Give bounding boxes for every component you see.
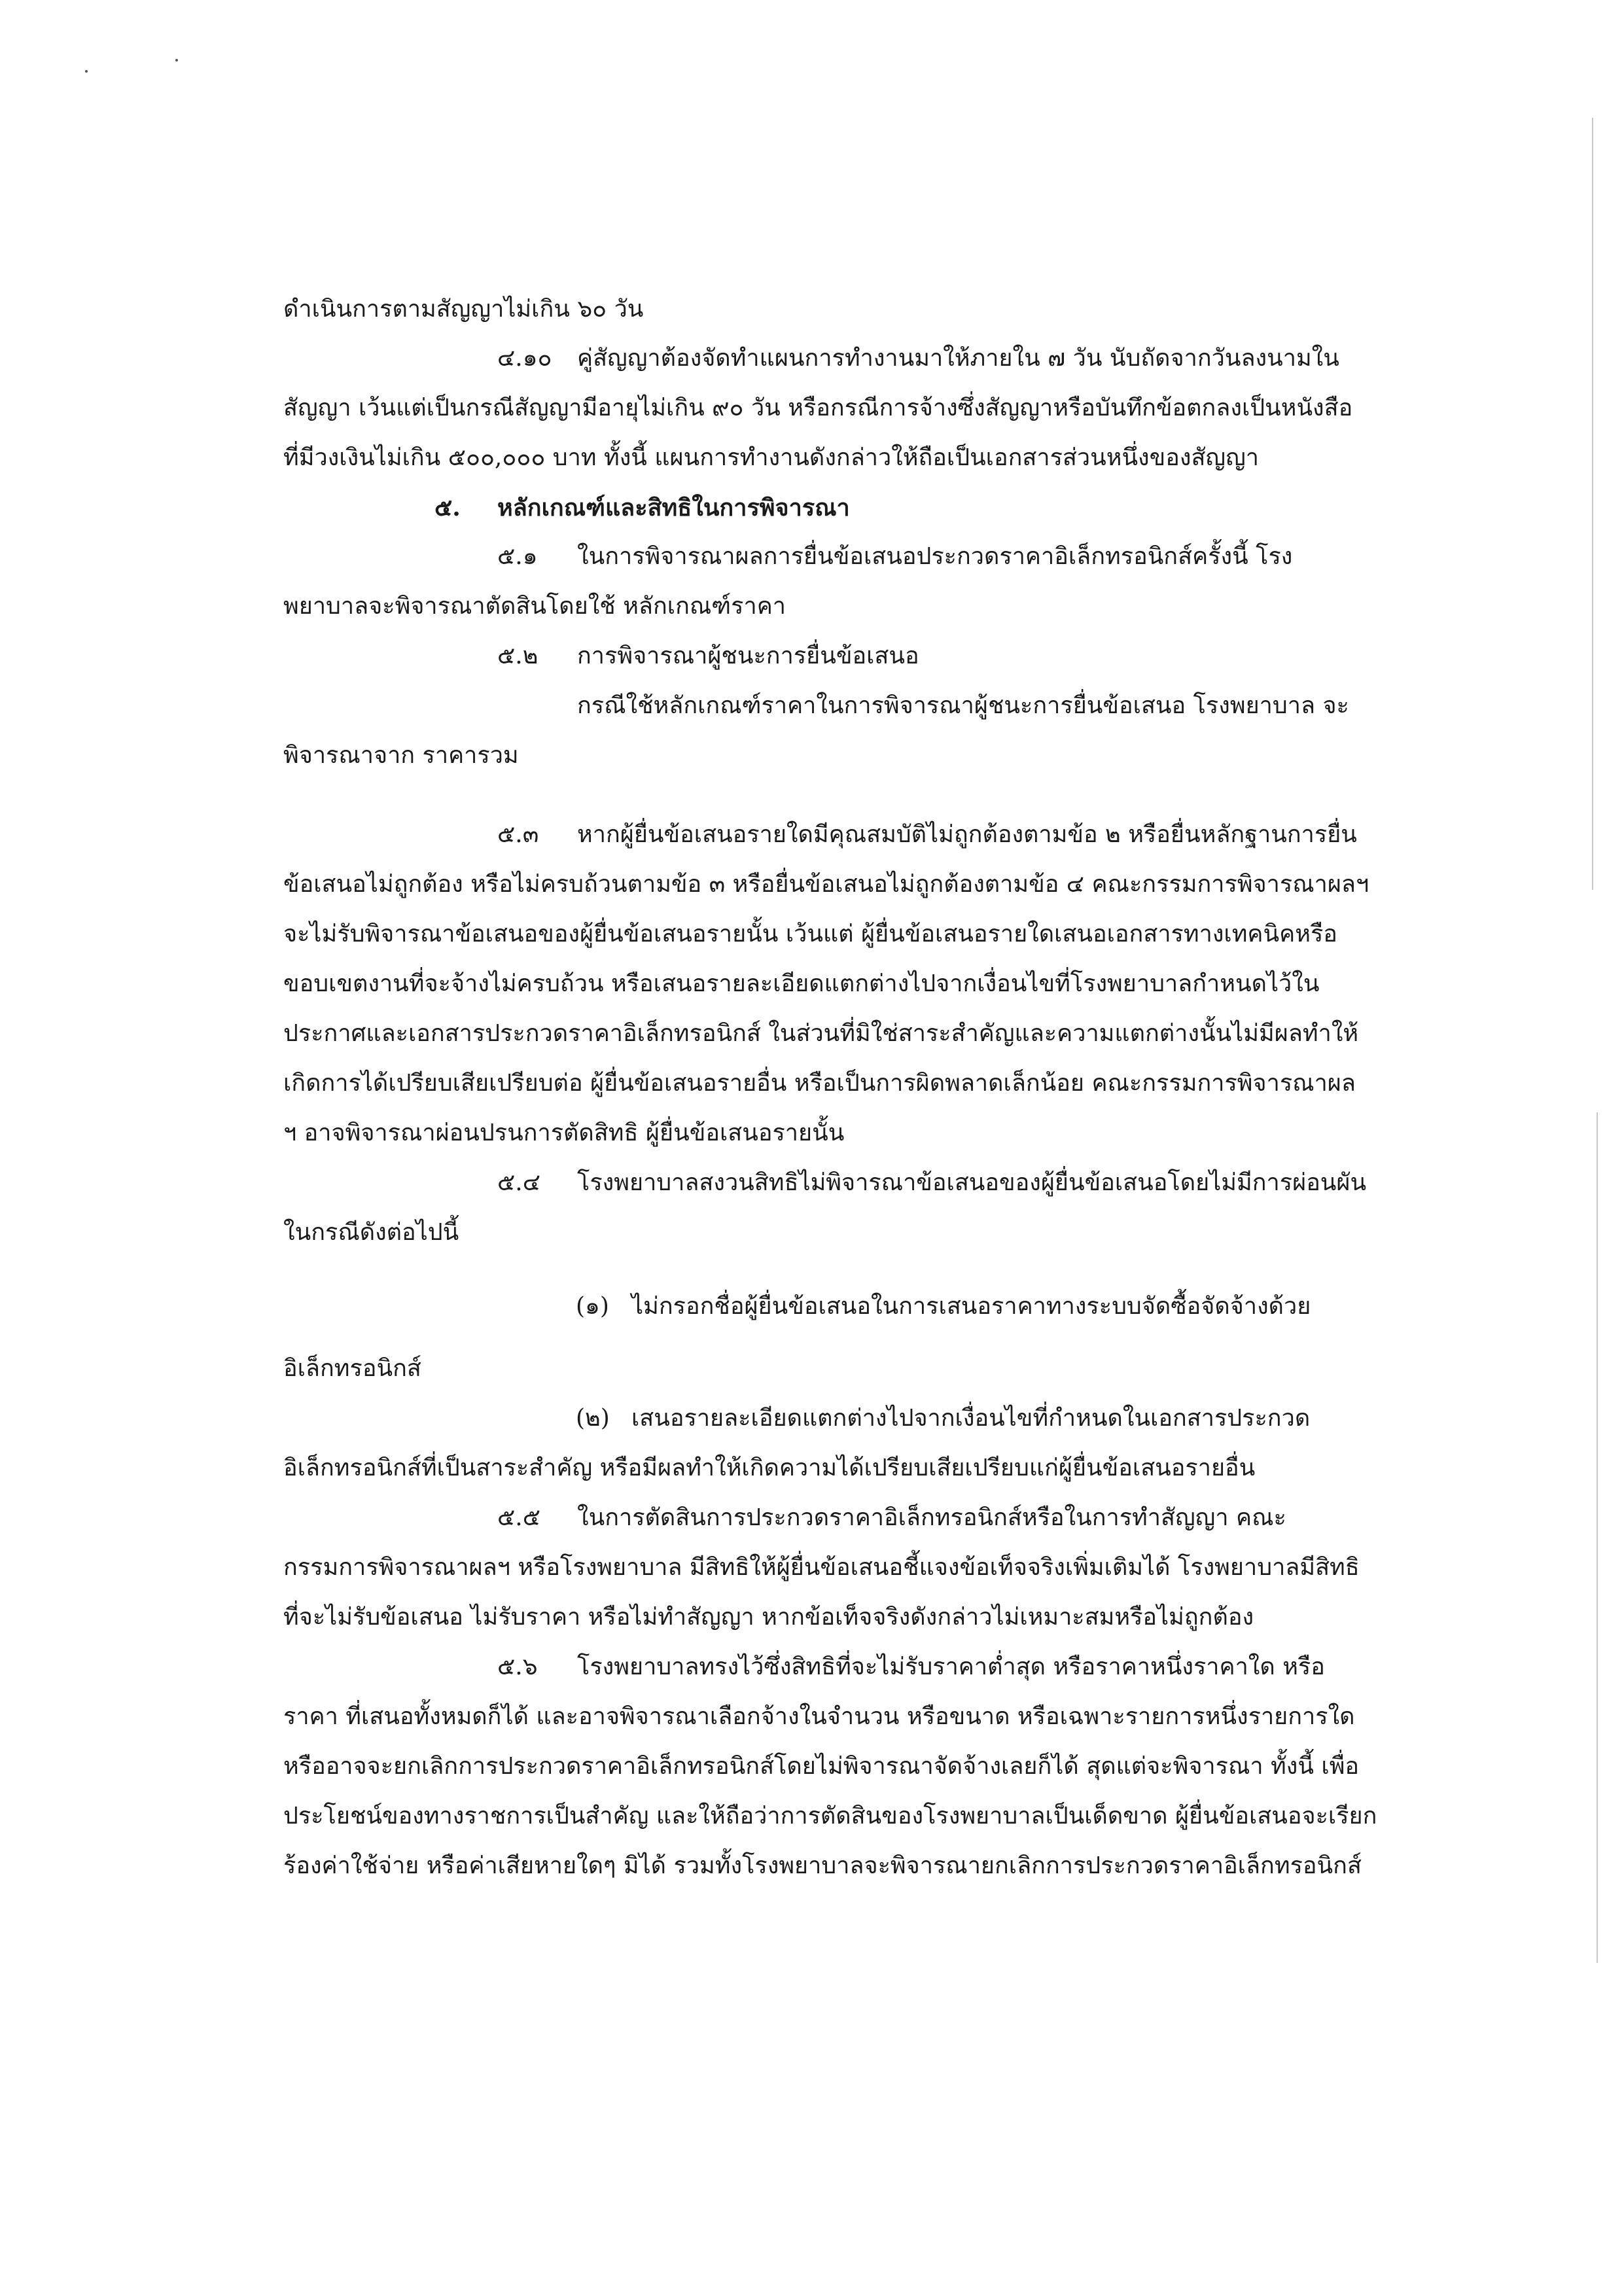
sub-item-number: (๒) [576,1405,610,1432]
body-line: ประโยชน์ของทางราชการเป็นสำคัญ และให้ถือว่าการตัดสินของโรงพยาบาลเป็นเด็ดขาด ผู้ยื่นข้อเสนอจะเรียก [283,1803,1377,1829]
body-line: ในกรณีดังต่อไปนี้ [283,1219,459,1246]
body-line: ดำเนินการตามสัญญาไม่เกิน ๖๐ วัน [283,296,644,323]
body-line: ร้องค่าใช้จ่าย หรือค่าเสียหายใดๆ มิได้ รวมทั้งโรงพยาบาลจะพิจารณายกเลิกการประกวดราคาอิเล็กทรอนิกส์ [283,1852,1362,1879]
body-line: พยาบาลจะพิจารณาตัดสินโดยใช้ หลักเกณฑ์ราคา [283,593,786,620]
clause-number: ๕.๕ [497,1504,540,1531]
body-line: ฯ อาจพิจารณาผ่อนปรนการตัดสิทธิ ผู้ยื่นข้อเสนอรายนั้น [283,1120,845,1146]
body-line: สัญญา เว้นแต่เป็นกรณีสัญญามีอายุไม่เกิน ๙๐ วัน หรือกรณีการจ้างซึ่งสัญญาหรือบันทึกข้อตกลงเป็นหนังสือ [283,395,1353,421]
clause-number: ๕.๔ [497,1169,540,1196]
body-line: ในการพิจารณาผลการยื่นข้อเสนอประกวดราคาอิเล็กทรอนิกส์ครั้งนี้ โรง [577,543,1293,570]
clause-number: ๕.๒ [497,643,538,669]
body-line: หากผู้ยื่นข้อเสนอรายใดมีคุณสมบัติไม่ถูกต้องตามข้อ ๒ หรือยื่นหลักฐานการยื่น [577,821,1357,848]
clause-number: ๔.๑๐ [497,345,552,372]
scan-edge-line [1597,1112,1598,1963]
body-line: โรงพยาบาลสงวนสิทธิไม่พิจารณาข้อเสนอของผู้ยื่นข้อเสนอโดยไม่มีการผ่อนผัน [577,1169,1367,1196]
body-line: โรงพยาบาลทรงไว้ซึ่งสิทธิที่จะไม่รับราคาต่ำสุด หรือราคาหนึ่งราคาใด หรือ [577,1653,1325,1680]
body-line: ที่มีวงเงินไม่เกิน ๕๐๐,๐๐๐ บาท ทั้งนี้ แผนการทำงานดังกล่าวให้ถือเป็นเอกสารส่วนหนึ่งของสัญญา [283,444,1259,471]
clause-number: ๕.๖ [497,1653,538,1680]
body-line: ราคา ที่เสนอทั้งหมดก็ได้ และอาจพิจารณาเลือกจ้างในจำนวน หรือขนาด หรือเฉพาะรายการหนึ่งรายการใด [283,1703,1355,1730]
body-line: อิเล็กทรอนิกส์ [283,1355,421,1382]
body-line: ไม่กรอกชื่อผู้ยื่นข้อเสนอในการเสนอราคาทางระบบจัดซื้อจัดจ้างด้วย [631,1293,1311,1320]
body-line: การพิจารณาผู้ชนะการยื่นข้อเสนอ [577,643,919,669]
section-heading: หลักเกณฑ์และสิทธิในการพิจารณา [497,494,850,521]
body-line: ขอบเขตงานที่จะจ้างไม่ครบถ้วน หรือเสนอรายละเอียดแตกต่างไปจากเงื่อนไขที่โรงพยาบาลกำหนดไว้ใน [283,970,1320,997]
body-line: กรรมการพิจารณาผลฯ หรือโรงพยาบาล มีสิทธิให้ผู้ยื่นข้อเสนอชี้แจงข้อเท็จจริงเพิ่มเติมได้ โรงพยาบาลมีสิทธิ [283,1554,1360,1581]
body-line: เสนอรายละเอียดแตกต่างไปจากเงื่อนไขที่กำหนดในเอกสารประกวด [631,1405,1311,1432]
body-line: จะไม่รับพิจารณาข้อเสนอของผู้ยื่นข้อเสนอรายนั้น เว้นแต่ ผู้ยื่นข้อเสนอรายใดเสนอเอกสารทางเทคนิคหรือ [283,921,1337,947]
body-line: คู่สัญญาต้องจัดทำแผนการทำงานมาให้ภายใน ๗ วัน นับถัดจากวันลงนามใน [577,345,1339,372]
body-line: กรณีใช้หลักเกณฑ์ราคาในการพิจารณาผู้ชนะการยื่นข้อเสนอ โรงพยาบาล จะ [577,692,1349,719]
scan-speck [175,59,178,62]
clause-number: ๕.๓ [497,821,539,848]
scan-speck [85,70,88,73]
body-line: ประกาศและเอกสารประกวดราคาอิเล็กทรอนิกส์ ในส่วนที่มิใช่สาระสำคัญและความแตกต่างนั้นไม่มีผลทำให้ [283,1020,1359,1047]
body-line: พิจารณาจาก ราคารวม [283,742,519,769]
clause-number: ๕.๑ [497,543,538,570]
section-number: ๕. [434,494,461,521]
body-line: ข้อเสนอไม่ถูกต้อง หรือไม่ครบถ้วนตามข้อ ๓ หรือยื่นข้อเสนอไม่ถูกต้องตามข้อ ๔ คณะกรรมการพิจารณาผลฯ [283,871,1369,898]
body-line: ในการตัดสินการประกวดราคาอิเล็กทรอนิกส์หรือในการทำสัญญา คณะ [577,1504,1286,1531]
body-line: หรืออาจจะยกเลิกการประกวดราคาอิเล็กทรอนิกส์โดยไม่พิจารณาจัดจ้างเลยก็ได้ สุดแต่จะพิจารณา ทั้งนี้ เพื่อ [283,1753,1360,1780]
scan-edge-line [1592,118,1593,890]
body-line: ที่จะไม่รับข้อเสนอ ไม่รับราคา หรือไม่ทำสัญญา หากข้อเท็จจริงดังกล่าวไม่เหมาะสมหรือไม่ถูกต้อง [283,1604,1254,1631]
sub-item-number: (๑) [576,1293,609,1320]
body-line: เกิดการได้เปรียบเสียเปรียบต่อ ผู้ยื่นข้อเสนอรายอื่น หรือเป็นการผิดพลาดเล็กน้อย คณะกรรมการพิจารณาผล [283,1070,1356,1097]
body-line: อิเล็กทรอนิกส์ที่เป็นสาระสำคัญ หรือมีผลทำให้เกิดความได้เปรียบเสียเปรียบแก่ผู้ยื่นข้อเสนอรายอื่น [283,1455,1256,1481]
